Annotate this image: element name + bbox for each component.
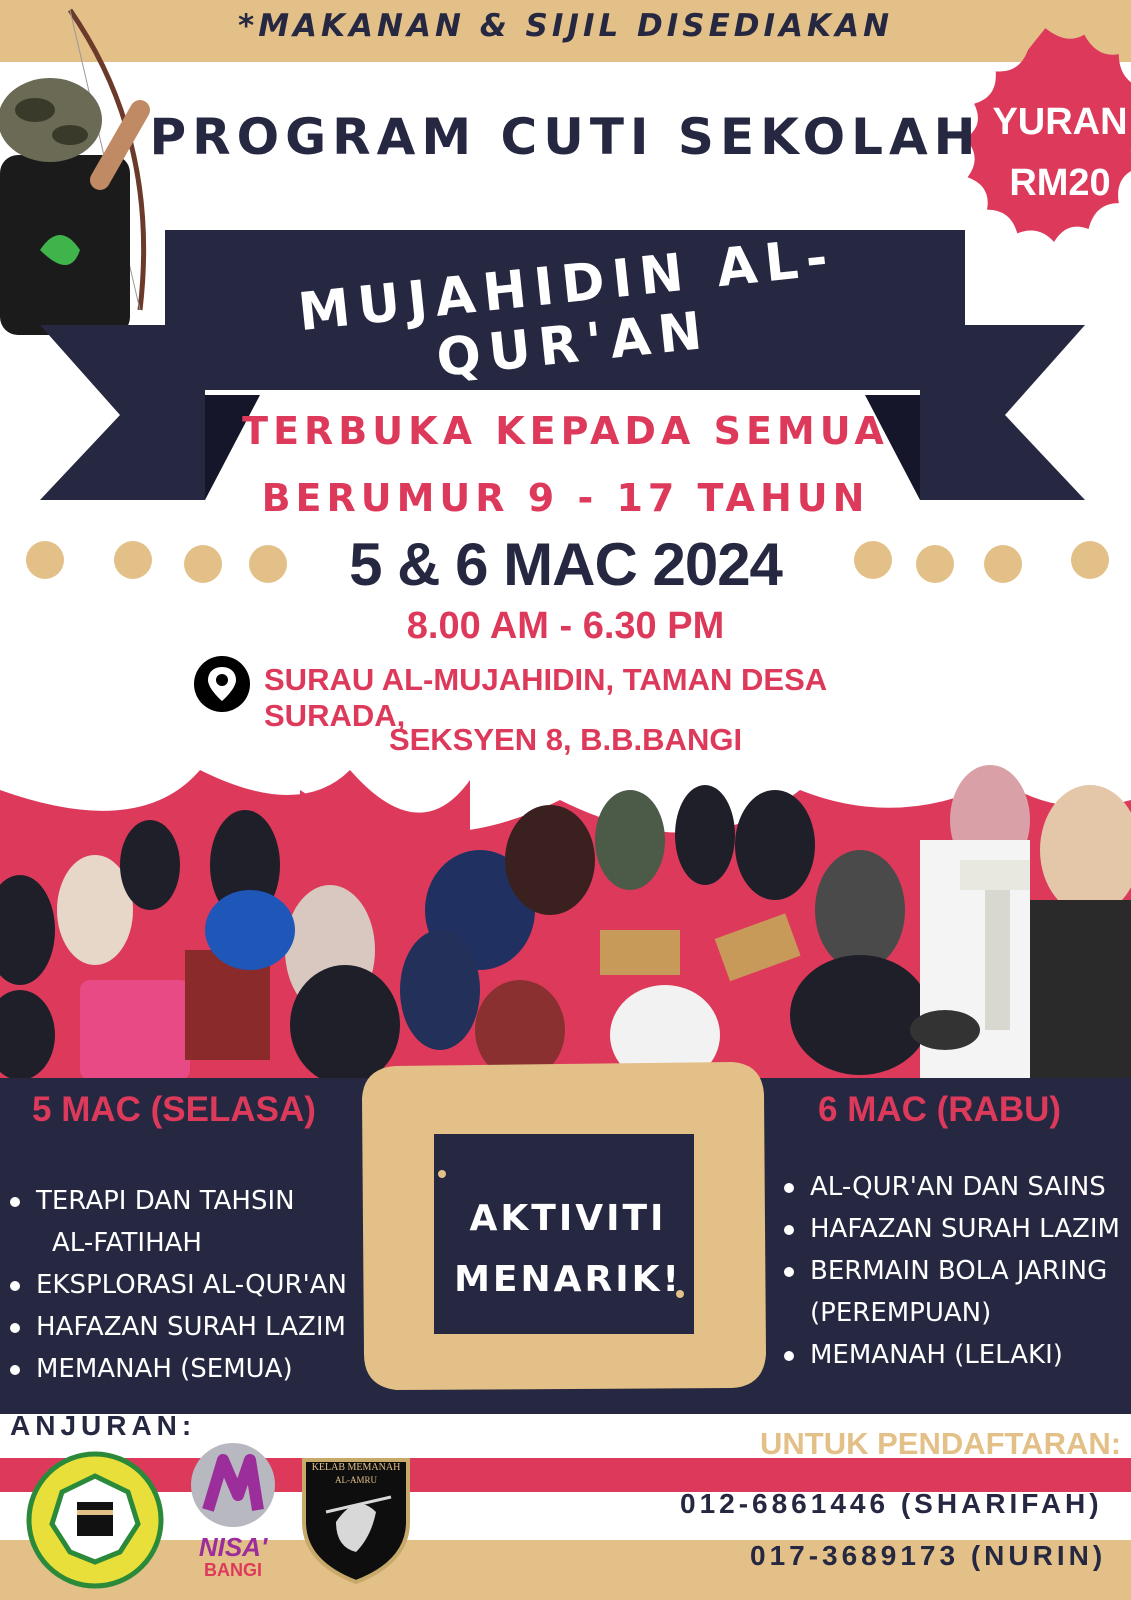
day1-activity-continued: AL-FATIHAH — [52, 1228, 202, 1258]
phone-nurin[interactable]: 017-3689173 (NURIN) — [750, 1540, 1107, 1571]
day1-activity: TERAPI DAN TAHSIN — [10, 1180, 370, 1222]
registration-title: UNTUK PENDAFTARAN: — [760, 1426, 1122, 1461]
activities-label — [432, 1188, 704, 1310]
location-pin-icon — [193, 655, 251, 713]
activities-label-line1: AKTIVITI — [469, 1198, 667, 1239]
activity-photo-collage — [0, 760, 1131, 1080]
fee-label: YURAN — [992, 101, 1128, 143]
archery-club-logo-sub: AL-AMRU — [335, 1475, 377, 1485]
event-date: 5 & 6 MAC 2024 — [349, 531, 782, 598]
day2-activity: HAFAZAN SURAH LAZIM — [784, 1208, 1129, 1250]
activities-label-line2: MENARIK! — [454, 1259, 682, 1301]
day1-title: 5 MAC (SELASA) — [32, 1090, 316, 1129]
organizer-label: ANJURAN: — [10, 1410, 197, 1441]
phone-sharifah[interactable]: 012-6861446 (SHARIFAH) — [680, 1488, 1103, 1519]
day1-activity: MEMANAH (SEMUA) — [10, 1348, 370, 1390]
nisa-logo-icon — [188, 1440, 278, 1530]
nisa-logo-text: NISA' — [198, 1532, 268, 1562]
perks-text: *MAKANAN & SIJIL DISEDIAKAN — [237, 8, 894, 44]
day2-activity-list — [784, 1166, 1129, 1376]
nisa-logo — [188, 1440, 278, 1590]
nisa-logo-sub: BANGI — [204, 1560, 262, 1580]
event-time: 8.00 AM - 6.30 PM — [406, 605, 725, 647]
eligibility — [0, 398, 1131, 531]
day2-title: 6 MAC (RABU) — [818, 1090, 1062, 1129]
location-line1: SURAU AL-MUJAHIDIN, TAMAN DESA SURADA, — [264, 662, 826, 733]
fee-amount: RM20 — [1009, 161, 1111, 204]
program-name: MUJAHIDIN AL-QUR'AN — [295, 227, 839, 389]
day1-activity: EKSPLORASI AL-QUR'AN — [10, 1264, 370, 1306]
location-line2: SEKSYEN 8, B.B.BANGI — [388, 722, 743, 757]
day1-activity: HAFAZAN SURAH LAZIM — [10, 1306, 370, 1348]
eligibility-line2: BERUMUR 9 - 17 TAHUN — [261, 475, 870, 520]
archery-club-logo-text: KELAB MEMANAH — [311, 1462, 401, 1473]
day2-activity: AL-QUR'AN DAN SAINS — [784, 1166, 1129, 1208]
day2-activity: BERMAIN BOLA JARING — [784, 1250, 1129, 1292]
day1-activity-list — [10, 1180, 370, 1390]
day2-activity: MEMANAH (LELAKI) — [784, 1334, 1129, 1376]
day2-activity-continued: (PEREMPUAN) — [810, 1298, 992, 1328]
program-title: PROGRAM CUTI SEKOLAH — [149, 108, 982, 166]
eligibility-line1: TERBUKA KEPADA SEMUA — [242, 409, 889, 453]
surau-logo-icon — [20, 1440, 170, 1590]
